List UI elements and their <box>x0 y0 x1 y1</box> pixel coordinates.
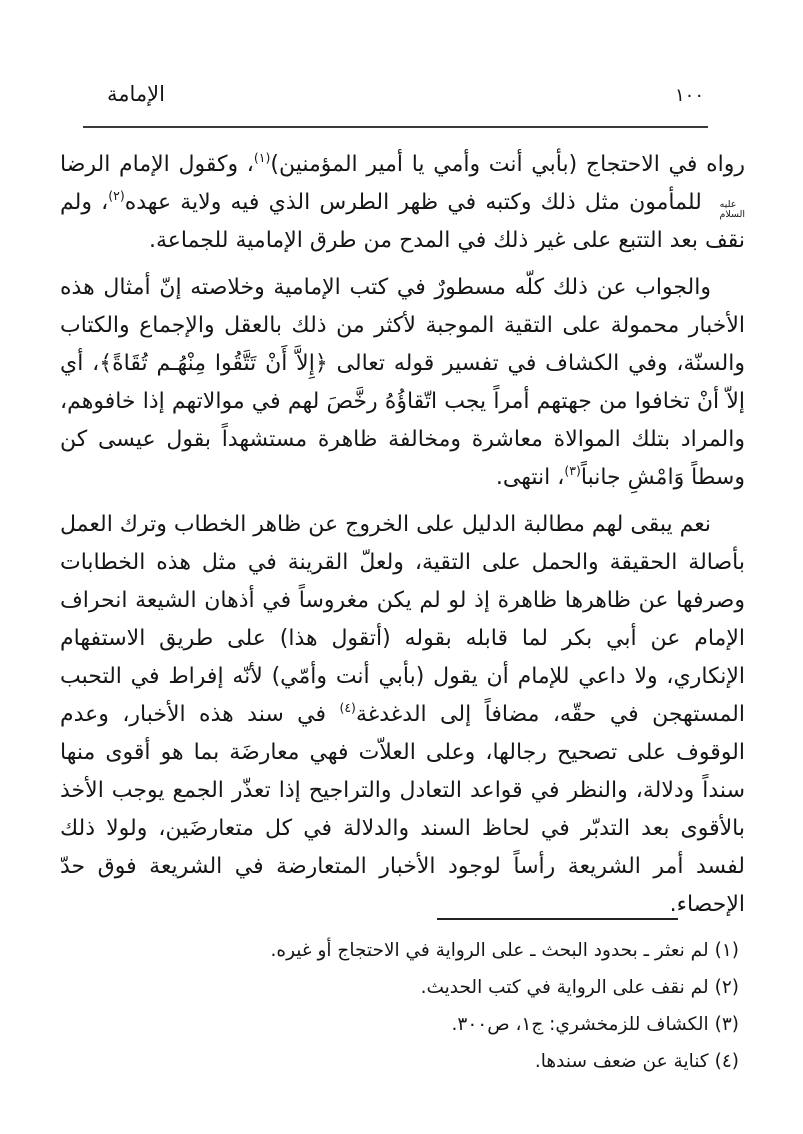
footnote-item <box>58 1006 745 1043</box>
footnote-ref: (٣) <box>564 463 581 478</box>
text-run: ، وكقول الإمام الرضا <box>60 152 254 177</box>
footnote-text: كناية عن ضعف سندها. <box>534 1051 709 1072</box>
footnotes-section <box>58 918 745 1080</box>
body-paragraphs <box>60 146 745 924</box>
footnote-list <box>58 932 745 1080</box>
text-run: للمأمون مثل ذلك وكتبه في ظهر الطرس الذي فيه ولاية عهده <box>124 190 711 215</box>
body-text <box>60 146 745 933</box>
footnote-separator-rule <box>437 918 678 920</box>
paragraph <box>60 269 745 497</box>
footnote-number: (٤) <box>714 1051 739 1072</box>
footnote-item <box>58 969 745 1006</box>
footnote-number: (٣) <box>714 1014 739 1035</box>
page-header <box>83 82 708 116</box>
quran-verse: ﴿إِلاَّ أَنْ تَتَّقُوا مِنْهُـم تُقَاةً﴾ <box>99 351 328 376</box>
text-run: والجواب عن ذلك كلّه مسطورٌ في كتب الإمامية وخلاصته إنّ أمثال هذه الأخبار محمولة على التقية الموجبة لأكثر من ذلك بالعقل والإجماع والكتاب والسنّة، وفي الكشاف في تفسير قوله تعالى <box>60 275 745 376</box>
text-run: رواه في الاحتجاج (بأبي أنت وأمي يا أمير المؤمنين) <box>270 152 745 177</box>
footnote-text: لم نعثر ـ بحدود البحث ـ على الرواية في الاحتجاج أو غيره. <box>270 940 709 961</box>
honorific-mark: عليه السلام <box>719 199 745 220</box>
footnote-number: (١) <box>714 940 739 961</box>
text-run: نعم يبقى لهم مطالبة الدليل على الخروج عن ظاهر الخطاب وترك العمل بأصالة الحقيقة والحمل على التقية، ولعلّ القرينة في مثل هذه الخطابات وصرفها عن ظاهرها ظاهرة إذ لو لم يكن مغروساً في أذهان الشيعة انحراف الإمام عن أبي بكر لما قابله بقوله (أتقول هذا) على طريق الاستفهام الإنكاري، ولا داعي للإمام أن يقول (بأبي أنت وأمّي) لأنّه إفراط في التحبب المستهجن في حقّه، مضافاً إلى الدغدغة <box>60 512 745 727</box>
footnote-number: (٢) <box>714 977 739 998</box>
footnote-text: لم نقف على الرواية في كتب الحديث. <box>420 977 709 998</box>
text-run: ، أي إلاّ أنْ تخافوا من جهتهم أمراً يجب اتّقاؤُهُ رخَّصَ لهم في موالاتهم إذا خافوهم، والمراد بتلك الموالاة معاشرة ومخالفة ظاهرة مستشهداً بقول عيسى كن وسطاً وَامْشِ جانباً <box>60 351 745 490</box>
footnote-ref: (١) <box>253 150 271 165</box>
text-run: في سند هذه الأخبار، وعدم الوقوف على تصحيح رجالها، وعلى العلاّت فهي معارضَة بما هو أقوى منها سنداً ودلالة، والنظر في قواعد التعادل والتراجيح إذا تعذّر الجمع يوجب الأخذ بالأقوى بعد التدبّر في لحاظ السند والدلالة في كل متعارضَين، ولولا ذلك لفسد أمر الشريعة رأساً لوجود الأخبار المتعارضة في الشريعة فوق حدّ الإحصاء. <box>60 702 745 917</box>
footnote-ref: (٢) <box>108 188 125 203</box>
text-run: ، انتهى. <box>495 465 565 490</box>
page-number: ١٠٠ <box>674 85 704 106</box>
footnote-item <box>58 1043 745 1080</box>
footnote-text: الكشاف للزمخشري: ج١، ص٣٠٠. <box>451 1014 709 1035</box>
paragraph <box>60 506 745 924</box>
page-title: الإمامة <box>107 82 165 106</box>
footnote-ref: (٤) <box>339 700 356 715</box>
paragraph <box>60 146 745 260</box>
header-rule <box>83 126 708 128</box>
text-run: ، ولم نقف بعد التتبع على غير ذلك في المدح من طرق الإمامية للجماعة. <box>60 190 745 253</box>
footnote-item <box>58 932 745 969</box>
